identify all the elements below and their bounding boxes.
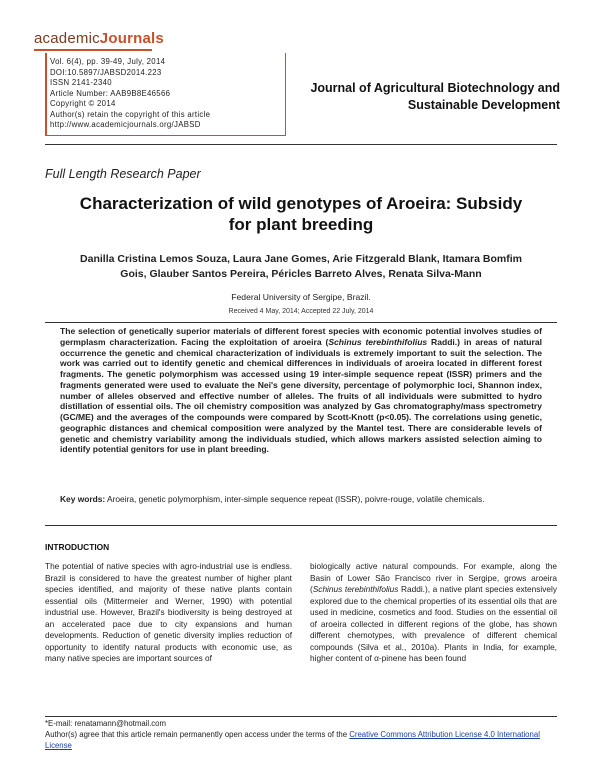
paper-title-line2: for plant breeding: [228, 215, 374, 234]
meta-doi: DOI:10.5897/JABSD2014.223: [50, 67, 162, 77]
keywords-text: Aroeira, genetic polymorphism, inter-simple sequence repeat (ISSR), poivre-rouge, volatile chemicals.: [105, 494, 485, 504]
intro-right-text-1: biologically active natural compounds. For example, along the Basin of Lower São Francisco river in Sergipe, grows aroeira (: [310, 561, 557, 594]
meta-article-number: Article Number: AAB9B8E46566: [50, 88, 171, 98]
logo-text-academic: academic: [34, 30, 100, 47]
footnote: [45, 718, 557, 751]
author-list: [60, 252, 542, 281]
intro-right-text-2: Raddi.), a native plant species extensively explored due to the chemical properties of its essential oils that are used in medicine, cosmetics and food. Studies on the essential oil of aroeira collected in different regions of the globe, has shown different chemotypes, with prevalence of different chemical compounds (Silva et al., 2010a). Plants in India, for example, higher content of α-pinene has been found: [310, 584, 557, 663]
article-meta: [50, 57, 210, 131]
article-type: Full Length Research Paper: [45, 167, 201, 181]
logo-text-journals: Journals: [99, 30, 164, 47]
meta-rights: Author(s) retain the copyright of this article: [50, 109, 211, 119]
publisher-logo: [34, 30, 164, 47]
abstract-text-1: The selection of genetically superior materials of different forest species with economic potential involves studies of germplasm characterization. Facing the exploitation of aroeira (: [60, 326, 542, 347]
meta-volume: Vol. 6(4), pp. 39-49, July, 2014: [50, 57, 166, 66]
footnote-divider: [45, 716, 557, 717]
journal-name-line1: Journal of Agricultural Biotechnology and: [310, 81, 560, 95]
journal-name: [300, 80, 560, 114]
abstract-top-divider: [45, 322, 557, 323]
logo-underline: [34, 49, 152, 51]
received-dates: Received 4 May, 2014; Accepted 22 July, 2014: [228, 308, 374, 315]
corresponding-email[interactable]: *E-mail: renatamann@hotmail.com: [45, 719, 167, 728]
intro-right-species: Schinus terebinthifolius: [312, 584, 399, 594]
journal-name-line2: Sustainable Development: [407, 98, 560, 112]
intro-column-right: [310, 561, 557, 665]
license-link[interactable]: Creative Commons Attribution License 4.0 International License: [45, 730, 540, 750]
abstract-bottom-divider: [45, 525, 557, 526]
license-note: [45, 729, 557, 751]
keywords: [60, 494, 542, 505]
author-list-line1: Danilla Cristina Lemos Souza, Laura Jane Gomes, Arie Fitzgerald Blank, Itamara Bomfim: [80, 253, 522, 265]
abstract-text-2: Raddi.) in areas of natural occurrence the genetic and chemical characterization of individuals is extremely important to suit the selection. The work was carried out to identify genetic and chemical differences in individuals of aroeira located in different forest fragments. The genetic polymorphism was accessed using 19 inter-simple sequence repeat (ISSR) primers and the fragments generated were used to evaluate the Nei's gene diversity, percentage of polymorphic loci, Shannon index, number of alleles observed and effective number of alleles. The fruits of all individuals were submitted to hydro distillation of essential oils. The oil chemistry composition was analyzed by Gas chromatography/mass spectrometry (GC/ME) and the averages of the compounds were compared by Scott-Knott (p<0.05). The correlations using genetic, geographic distances and chemical composition were analyzed by the Mantel test. There are considerable levels of genetic and chemistry variability among the individuals studied, which allows markers assisted selection aiming to identify potential genitors for use in plant breeding.: [60, 336, 542, 455]
author-list-line2: Gois, Glauber Santos Pereira, Péricles Barreto Alves, Renata Silva-Mann: [120, 267, 482, 280]
header-divider: [45, 144, 557, 145]
meta-copyright: Copyright © 2014: [50, 99, 116, 108]
meta-url[interactable]: http://www.academicjournals.org/JABSD: [50, 120, 201, 129]
intro-column-left: The potential of native species with agro-industrial use is endless. Brazil is considered to have the greatest number of higher plant species identified, and majority of these native plants contain essential oils (Mittermeier and Werner, 1990) with potential industrial use. However, Brazil's biodiversity is being destroyed at an accelerated pace due to city expansions and human developments. Reduction of genetic diversity implies reduction of opportunity to identify natural products with economic use, as many native species are important sources of: [45, 561, 292, 663]
affiliation: Federal University of Sergipe, Brazil.: [231, 292, 371, 302]
paper-title: [45, 193, 557, 235]
abstract-species: Schinus terebinthifolius: [328, 336, 428, 347]
paper-title-line1: Characterization of wild genotypes of Aroeira: Subsidy: [79, 194, 523, 213]
abstract: [60, 326, 542, 455]
section-heading-introduction: INTRODUCTION: [45, 542, 110, 552]
license-text: Author(s) agree that this article remain permanently open access under the terms of the: [45, 730, 350, 739]
meta-issn: ISSN 2141-2340: [50, 78, 112, 87]
keywords-label: Key words:: [60, 494, 106, 504]
